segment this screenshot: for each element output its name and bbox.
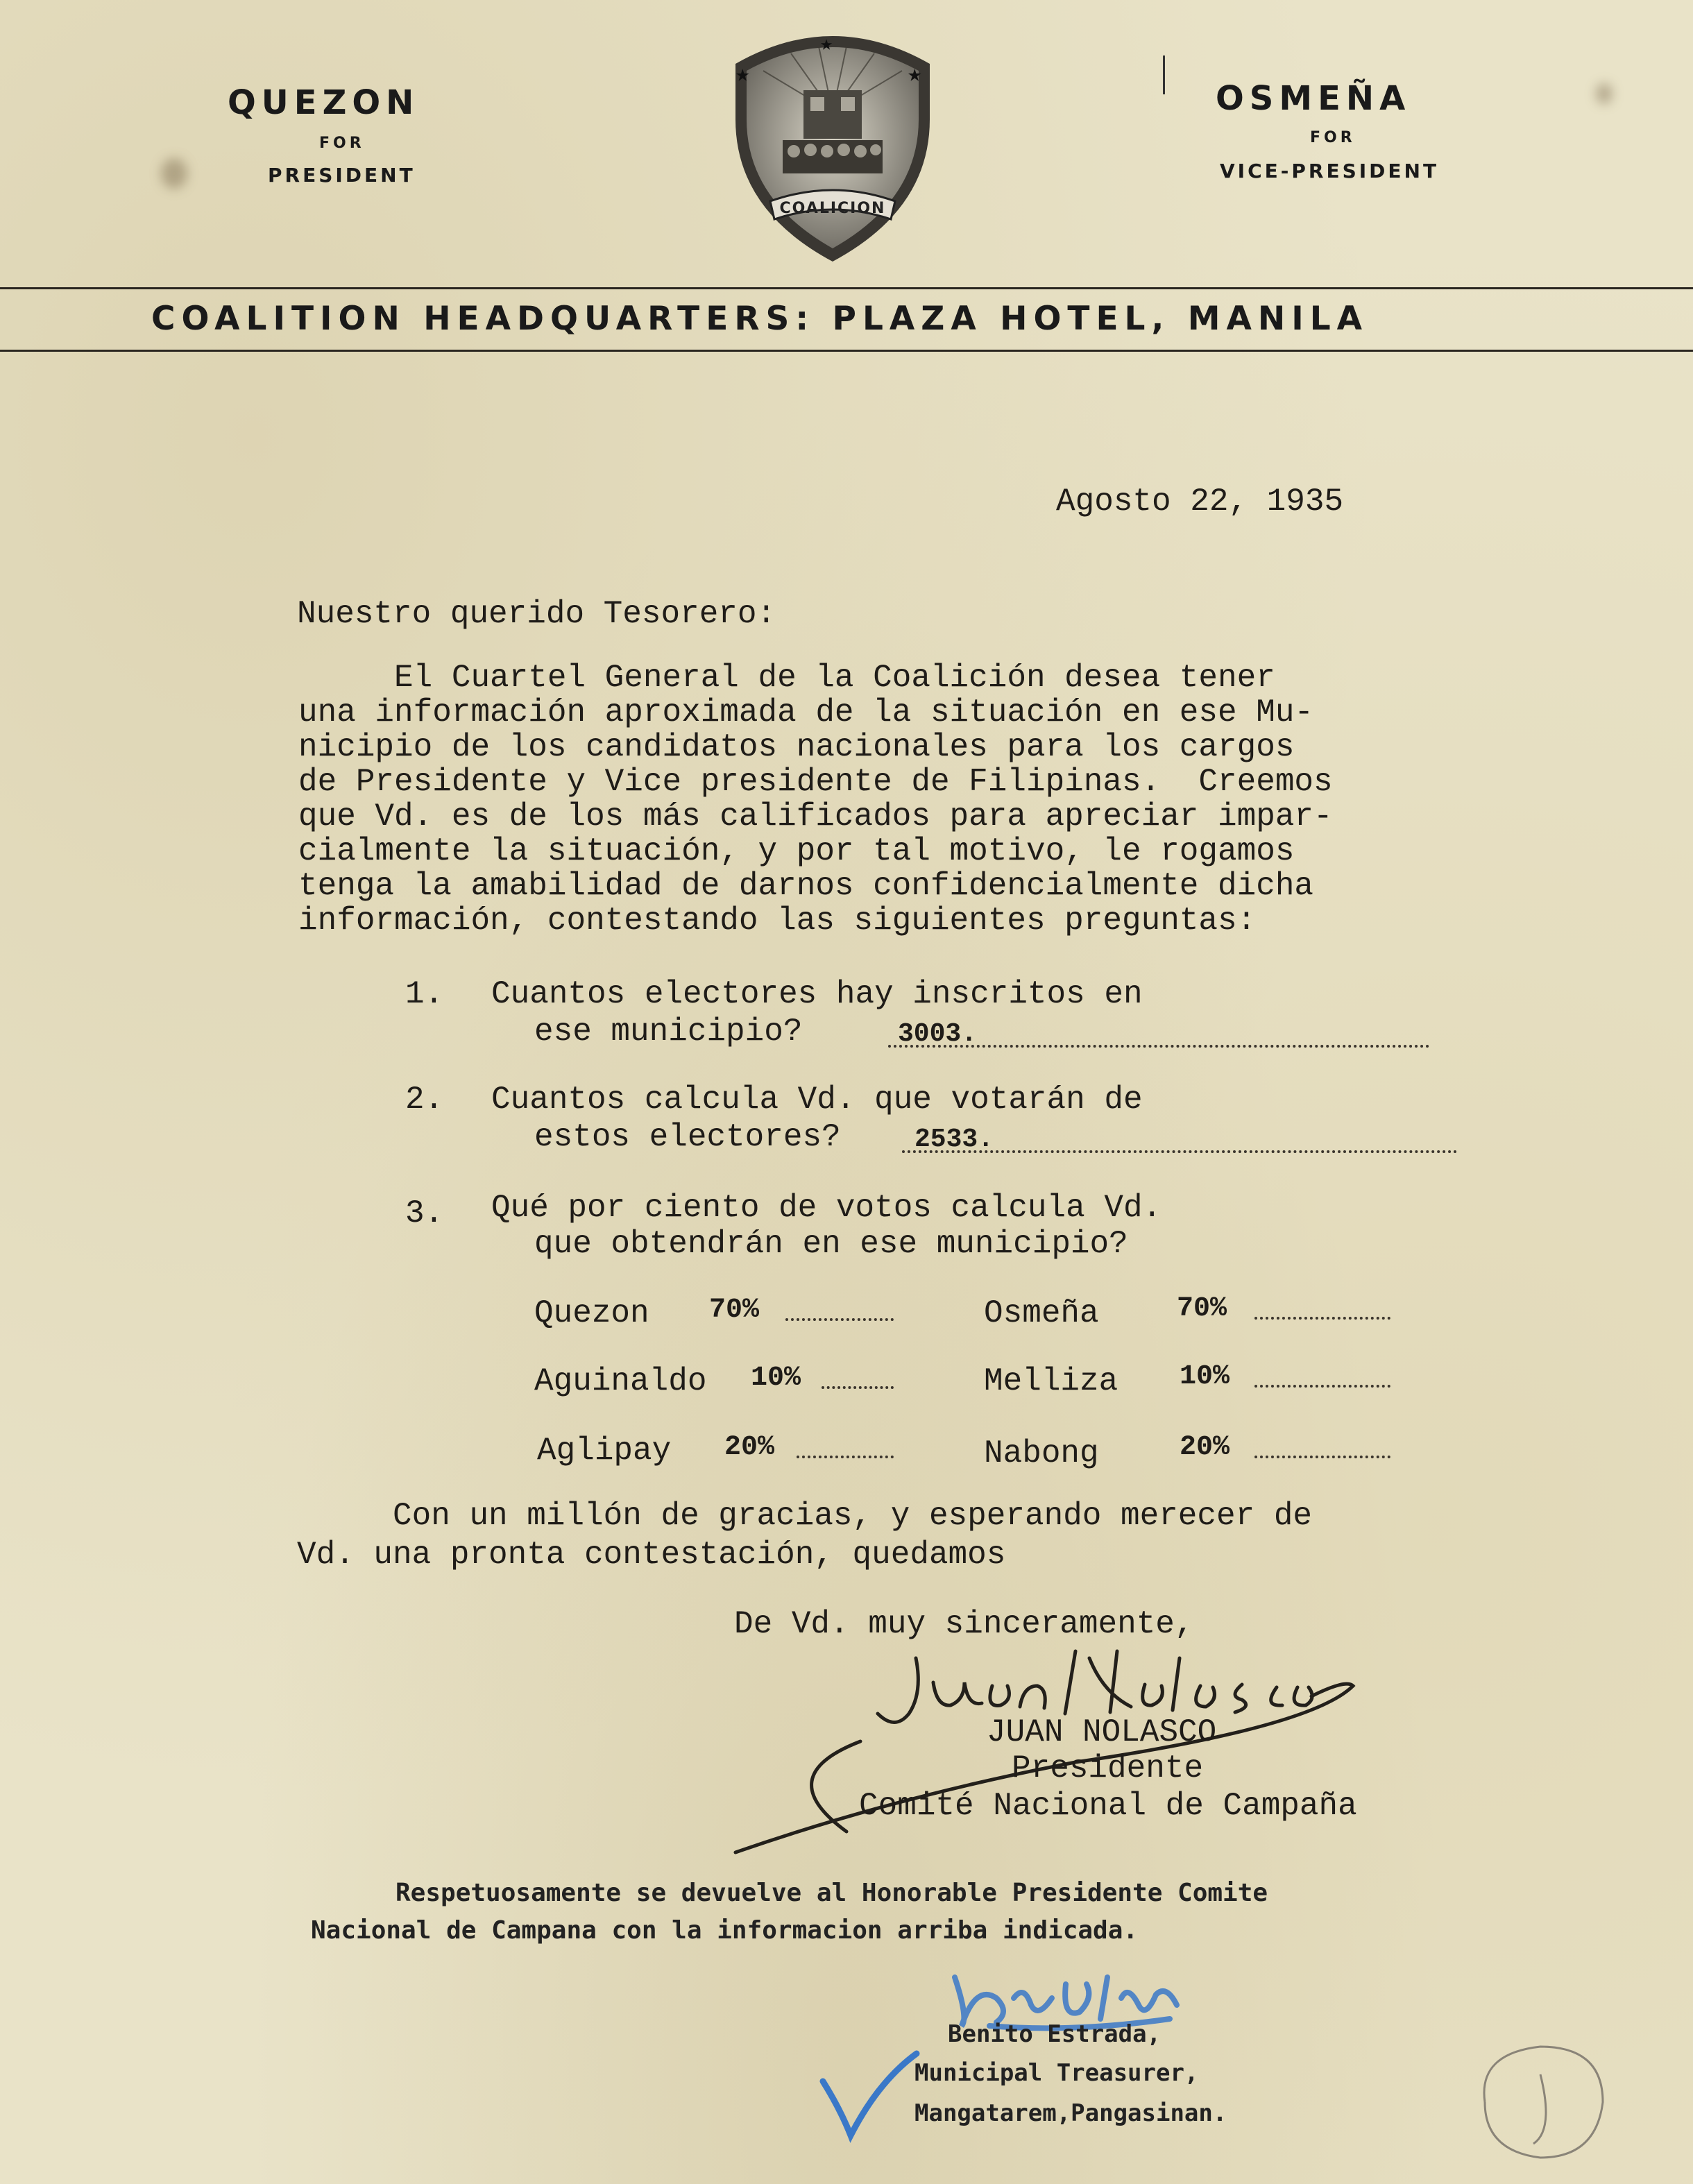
salutation: Nuestro querido Tesorero: xyxy=(297,596,776,632)
pct-president-dashes-1 xyxy=(785,1318,894,1321)
question-1-line2: ese municipio? xyxy=(534,1014,803,1050)
signer-org: Comité Nacional de Campaña xyxy=(859,1788,1357,1824)
svg-text:COALICION: COALICION xyxy=(779,200,886,217)
body-line: tenga la amabilidad de darnos confidencialmente dicha xyxy=(298,868,1314,904)
question-2-number: 2. xyxy=(405,1082,444,1118)
pct-president-value-1: 70% xyxy=(709,1295,760,1326)
question-2-line1: Cuantos calcula Vd. que votarán de xyxy=(491,1082,1143,1118)
body-line: información, contestando las siguientes preguntas: xyxy=(298,903,1257,939)
pct-president-dashes-2 xyxy=(822,1386,894,1389)
treasurer-name: Benito Estrada, xyxy=(948,2020,1162,2048)
letterhead-rule-top xyxy=(0,287,1693,289)
vertical-mark xyxy=(1163,56,1165,94)
left-candidate-name: QUEZON xyxy=(228,83,420,122)
question-3-line2: que obtendrán en ese municipio? xyxy=(534,1226,1128,1262)
signer-title: Presidente xyxy=(1012,1750,1204,1786)
body-line: nicipio de los candidatos nacionales para los cargos xyxy=(298,729,1295,765)
pct-president-value-2: 10% xyxy=(751,1363,801,1394)
closing-line-2: Vd. una pronta contestación, quedamos xyxy=(297,1537,1006,1573)
pct-president-value-3: 20% xyxy=(724,1432,775,1463)
pct-vp-name-2: Melliza xyxy=(984,1363,1118,1399)
pencil-circle-mark xyxy=(1464,2033,1617,2172)
valediction: De Vd. muy sinceramente, xyxy=(734,1606,1194,1642)
coalition-shield-emblem xyxy=(722,15,944,265)
body-line: de Presidente y Vice presidente de Filipinas. Creemos xyxy=(298,764,1333,800)
question-1-answer-line xyxy=(888,1045,1429,1048)
svg-text:★: ★ xyxy=(820,33,833,57)
question-2-answer: 2533. xyxy=(914,1125,994,1154)
body-line: una información aproximada de la situación en ese Mu- xyxy=(298,694,1314,731)
question-2-line2: estos electores? xyxy=(534,1119,841,1155)
pct-president-name-1: Quezon xyxy=(534,1295,649,1331)
pct-vp-dashes-2 xyxy=(1254,1385,1390,1388)
question-2-answer-line xyxy=(902,1150,1457,1153)
pct-president-name-3: Aglipay xyxy=(537,1433,672,1469)
pct-vp-value-3: 20% xyxy=(1180,1432,1230,1463)
treasurer-title: Municipal Treasurer, xyxy=(914,2059,1199,2087)
treasurer-place: Mangatarem,Pangasinan. xyxy=(914,2099,1227,2127)
body-line: cialmente la situación, y por tal motivo, le rogamos xyxy=(298,833,1295,869)
right-candidate-for: FOR xyxy=(1310,129,1356,146)
svg-text:★: ★ xyxy=(735,62,750,89)
paper-stain xyxy=(161,158,187,189)
pct-vp-name-3: Nabong xyxy=(984,1435,1099,1471)
closing-line-1: Con un millón de gracias, y esperando merecer de xyxy=(297,1498,1313,1534)
reply-line-1: Respetuosamente se devuelve al Honorable Presidente Comite xyxy=(395,1879,1268,1907)
right-candidate-role: VICE-PRESIDENT xyxy=(1220,160,1440,182)
question-1-line1: Cuantos electores hay inscritos en xyxy=(491,976,1143,1012)
pct-president-dashes-3 xyxy=(797,1456,894,1458)
pct-vp-dashes-3 xyxy=(1254,1456,1390,1458)
left-candidate-for: FOR xyxy=(319,135,365,152)
reply-line-2: Nacional de Campana con la informacion arriba indicada. xyxy=(311,1916,1139,1945)
headquarters-line: COALITION HEADQUARTERS: PLAZA HOTEL, MANILA xyxy=(151,300,1369,338)
letter-body xyxy=(298,660,1333,938)
question-1-number: 1. xyxy=(405,976,444,1012)
signer-name: JUAN NOLASCO xyxy=(987,1714,1217,1750)
question-1-answer: 3003. xyxy=(898,1019,978,1049)
question-3-number: 3. xyxy=(405,1195,444,1231)
pct-president-name-2: Aguinaldo xyxy=(534,1363,707,1399)
paper-stain xyxy=(1596,83,1613,104)
letterhead-rule-bottom xyxy=(0,350,1693,352)
body-line: que Vd. es de los más calificados para apreciar impar- xyxy=(298,799,1333,835)
question-3-line1: Qué por ciento de votos calcula Vd. xyxy=(491,1190,1162,1226)
letter-date: Agosto 22, 1935 xyxy=(1056,484,1344,520)
right-candidate-name: OSMEÑA xyxy=(1216,79,1411,118)
pct-vp-name-1: Osmeña xyxy=(984,1295,1099,1331)
pct-vp-value-2: 10% xyxy=(1180,1361,1230,1392)
left-candidate-role: PRESIDENT xyxy=(268,164,416,187)
svg-text:★: ★ xyxy=(908,62,922,89)
pct-vp-value-1: 70% xyxy=(1177,1293,1227,1324)
body-line: El Cuartel General de la Coalición desea tener xyxy=(298,660,1275,696)
pct-vp-dashes-1 xyxy=(1254,1317,1390,1320)
check-mark-icon xyxy=(816,2047,920,2144)
